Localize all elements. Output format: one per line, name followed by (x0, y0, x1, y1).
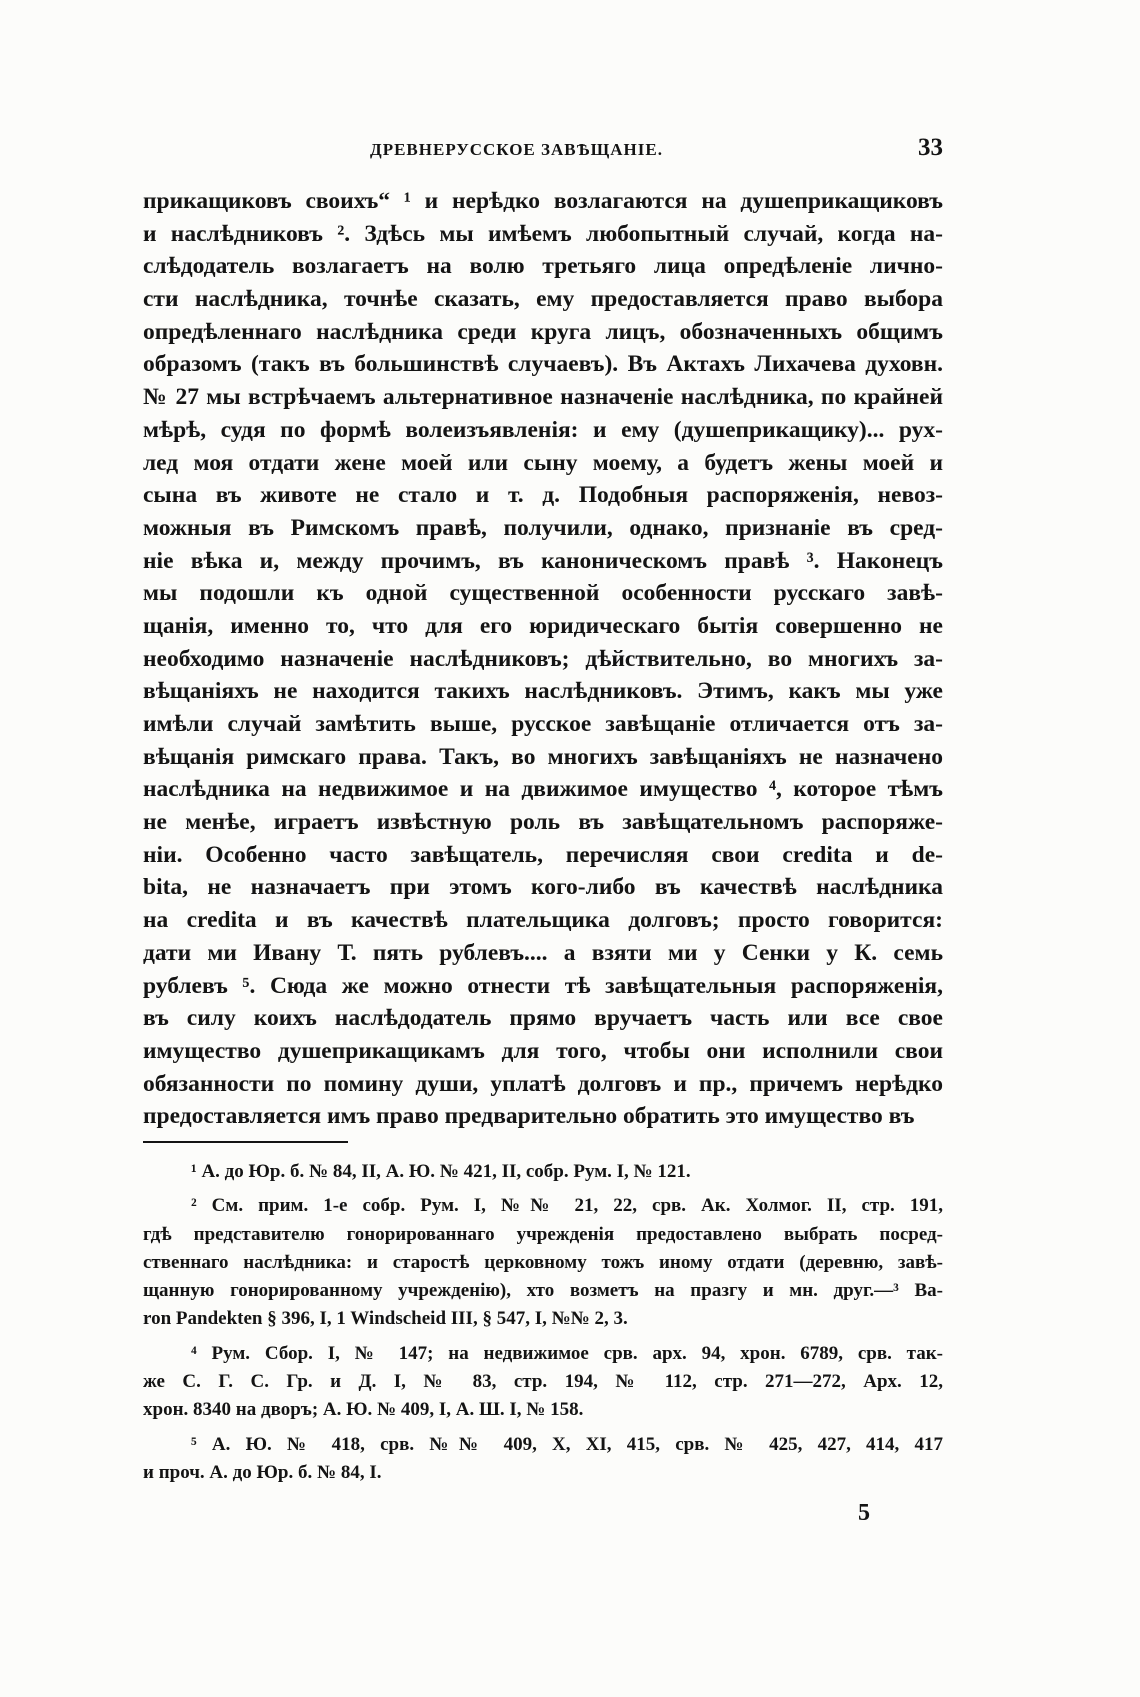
footnote-line: хрон. 8340 на дворъ; А. Ю. № 409, I, А. Ш. I, № 158. (143, 1399, 584, 1421)
page-number: 33 (918, 134, 943, 161)
footnote (143, 1431, 943, 1488)
main-text (143, 185, 943, 1133)
footnote (143, 1158, 943, 1186)
text-line: имѣли случай замѣтить выше, русское завѣщаніе отличается отъ за- (143, 711, 943, 737)
text-line: ніи. Особенно часто завѣщатель, перечисляя свои credita и de- (143, 841, 943, 868)
signature-mark: 5 (858, 1500, 870, 1526)
text-line: вѣщаніяхъ не находится такихъ наслѣдниковъ. Этимъ, какъ мы уже (143, 678, 943, 705)
footnote-line: и проч. А. до Юр. б. № 84, I. (143, 1461, 382, 1483)
footnote (143, 1340, 943, 1425)
text-line: вѣщанія римскаго права. Такъ, во многихъ завѣщаніяхъ не назначено (143, 743, 943, 770)
text-line: прикащиковъ своихъ“ ¹ и нерѣдко возлагаются на душеприкащиковъ (143, 188, 943, 214)
footnote-line: ⁴ Рум. Сбор. I, № 147; на недвижимое срв. арх. 94, хрон. 6789, срв. так- (191, 1342, 943, 1364)
text-line: мы подошли къ одной существенной особенности русскаго завѣ- (143, 580, 943, 607)
footnote-line: ⁵ А. Ю. № 418, срв. №№ 409, X, XI, 415, срв. № 425, 427, 414, 417 (191, 1433, 943, 1455)
text-line: ніе вѣка и, между прочимъ, въ каноническомъ правѣ ³. Наконецъ (143, 547, 943, 574)
footnote (143, 1192, 943, 1333)
running-header (145, 134, 945, 170)
text-line: дати ми Ивану Т. пять рублевъ.... а взяти ми у Сенки у К. семь (143, 939, 943, 966)
footnote-line: ² См. прим. 1-е собр. Рум. I, №№ 21, 22, срв. Ак. Холмог. II, стр. 191, (191, 1195, 943, 1217)
text-line: необходимо назначеніе наслѣдниковъ; дѣйствительно, во многихъ за- (143, 645, 943, 672)
text-line: лед моя отдати жене моей или сыну моему, а будетъ жены моей и (143, 449, 943, 476)
running-title: ДРЕВНЕРУССКОЕ ЗАВѢЩАНІЕ. (370, 140, 663, 159)
text-line: bita, не назначаетъ при этомъ кого-либо въ качествѣ наслѣдника (143, 874, 943, 901)
footnote-line: же С. Г. С. Гр. и Д. I, № 83, стр. 194, № 112, стр. 271—272, Арх. 12, (143, 1371, 943, 1393)
text-line: сти наслѣдника, точнѣе сказать, ему предоставляется право выбора (143, 286, 943, 313)
text-line: наслѣдника на недвижимое и на движимое имущество ⁴, которое тѣмъ (143, 776, 943, 803)
footnote-line: щанную гонорированному учрежденію), хто возметъ на празгу и мн. друг.—³ Ba- (143, 1280, 943, 1302)
text-line: на credita и въ качествѣ плательщика долговъ; просто говорится: (143, 907, 943, 934)
text-line: можныя въ Римскомъ правѣ, получили, однако, признаніе въ сред- (143, 514, 943, 541)
text-line: щанія, именно то, что для его юридическаго бытія совершенно не (143, 612, 943, 639)
text-line: не менѣе, играетъ извѣстную роль въ завѣщательномъ распоряже- (143, 809, 943, 836)
footnote-divider (143, 1141, 348, 1143)
text-line: и наслѣдниковъ ². Здѣсь мы имѣемъ любопытный случай, когда на- (143, 220, 943, 247)
text-line: образомъ (такъ въ большинствѣ случаевъ). Въ Актахъ Лихачева духовн. (143, 351, 943, 378)
footnote-line: гдѣ представителю гонорированнаго учрежденія предоставлено выбрать посред- (143, 1223, 943, 1245)
text-line: сына въ животе не стало и т. д. Подобныя распоряженія, невоз- (143, 482, 943, 509)
footnotes (143, 1158, 943, 1487)
text-line: опредѣленнаго наслѣдника среди круга лицъ, обозначенныхъ общимъ (143, 318, 943, 345)
footnote-line: ¹ А. до Юр. б. № 84, II, А. Ю. № 421, II, собр. Рум. I, № 121. (191, 1161, 691, 1182)
text-line: мѣрѣ, судя по формѣ волеизъявленія: и ему (душеприкащику)... рух- (143, 416, 943, 443)
footnote-line: ственнаго наслѣдника: и старостѣ церковному тожъ иному отдати (деревню, завѣ- (143, 1251, 943, 1273)
text-line: № 27 мы встрѣчаемъ альтернативное назначеніе наслѣдника, по крайней (143, 384, 943, 411)
text-line: обязанности по помину души, уплатѣ долговъ и пр., причемъ нерѣдко (143, 1070, 943, 1097)
text-line: имущество душеприкащикамъ для того, чтобы они исполнили свои (143, 1037, 943, 1064)
text-line: въ силу коихъ наслѣдодатель прямо вручаетъ часть или все свое (143, 1005, 943, 1032)
text-line: слѣдодатель возлагаетъ на волю третьяго лица опредѣленіе лично- (143, 253, 943, 280)
text-line: предоставляется имъ право предварительно обратить это имущество въ (143, 1103, 915, 1130)
text-line: рублевъ ⁵. Сюда же можно отнести тѣ завѣщательныя распоряженія, (143, 972, 943, 999)
footnote-line: ron Pandekten § 396, I, 1 Windscheid III, § 547, I, №№ 2, 3. (143, 1308, 628, 1330)
